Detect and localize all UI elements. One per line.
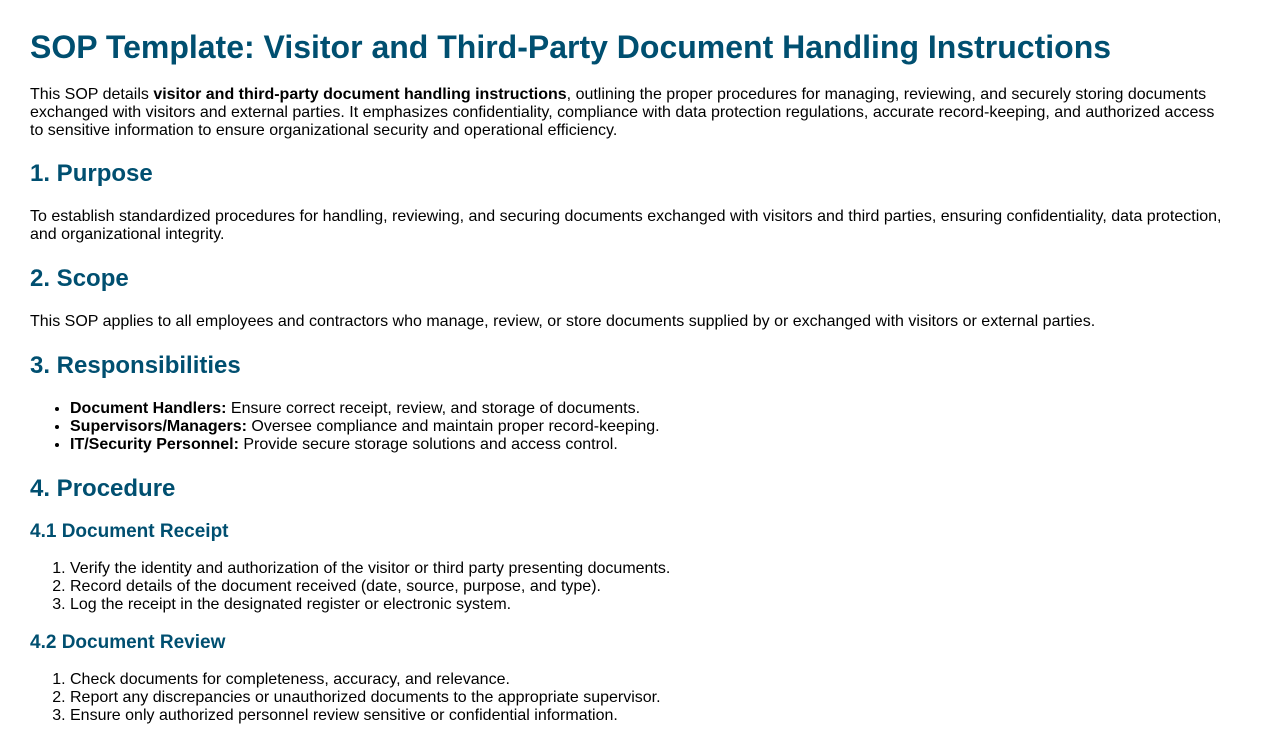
responsibility-text: Provide secure storage solutions and access control. bbox=[238, 436, 618, 453]
purpose-heading: 1. Purpose bbox=[30, 160, 153, 187]
document-receipt-steps bbox=[30, 560, 1232, 614]
scope-text: This SOP applies to all employees and contractors who manage, review, or store documents supplied by or exchanged with visitors or external parties. bbox=[30, 313, 1096, 330]
intro-text-before: This SOP details bbox=[30, 86, 154, 103]
responsibility-role: Supervisors/Managers: bbox=[70, 418, 247, 435]
page-title: SOP Template: Visitor and Third-Party Document Handling Instructions bbox=[30, 29, 1112, 65]
procedure-heading: 4. Procedure bbox=[30, 475, 176, 502]
intro-text-bold: visitor and third-party document handling instructions bbox=[153, 86, 567, 103]
document-review-heading: 4.2 Document Review bbox=[30, 632, 226, 653]
list-item: 1. Verify the identity and authorization of the visitor or third party presenting documents. bbox=[70, 560, 1232, 578]
list-item: 2. Report any discrepancies or unauthorized documents to the appropriate supervisor. bbox=[70, 689, 1232, 707]
scope-heading: 2. Scope bbox=[30, 265, 129, 292]
responsibility-text: Oversee compliance and maintain proper record-keeping. bbox=[246, 418, 660, 435]
list-item: 3. Log the receipt in the designated register or electronic system. bbox=[70, 596, 1232, 614]
responsibilities-heading: 3. Responsibilities bbox=[30, 352, 241, 379]
list-item bbox=[70, 400, 1232, 418]
list-item: 2. Record details of the document received (date, source, purpose, and type). bbox=[70, 578, 1232, 596]
responsibilities-list bbox=[30, 400, 1232, 454]
purpose-text: To establish standardized procedures for handling, reviewing, and securing documents exchanged with visitors and third parties, ensuring confidentiality, data protection, and organizational integrity. bbox=[30, 208, 1222, 243]
list-item bbox=[70, 436, 1232, 454]
responsibility-text: Ensure correct receipt, review, and storage of documents. bbox=[226, 400, 641, 417]
intro-paragraph bbox=[30, 86, 1232, 140]
list-item: 3. Ensure only authorized personnel review sensitive or confidential information. bbox=[70, 707, 1232, 725]
intro-text-after: , outlining the proper procedures for managing, reviewing, and securely storing documents exchanged with visitors and external parties. It emphasizes confidentiality, compliance with data protection regulations, accurate record-keeping, and authorized access to sensitive information to ensure organizational security and operational efficiency. bbox=[30, 86, 1215, 139]
document-review-steps bbox=[30, 671, 1232, 725]
responsibility-role: Document Handlers: bbox=[70, 400, 227, 417]
list-item bbox=[70, 418, 1232, 436]
list-item: 1. Check documents for completeness, accuracy, and relevance. bbox=[70, 671, 1232, 689]
document-receipt-heading: 4.1 Document Receipt bbox=[30, 521, 229, 542]
responsibility-role: IT/Security Personnel: bbox=[70, 436, 239, 453]
